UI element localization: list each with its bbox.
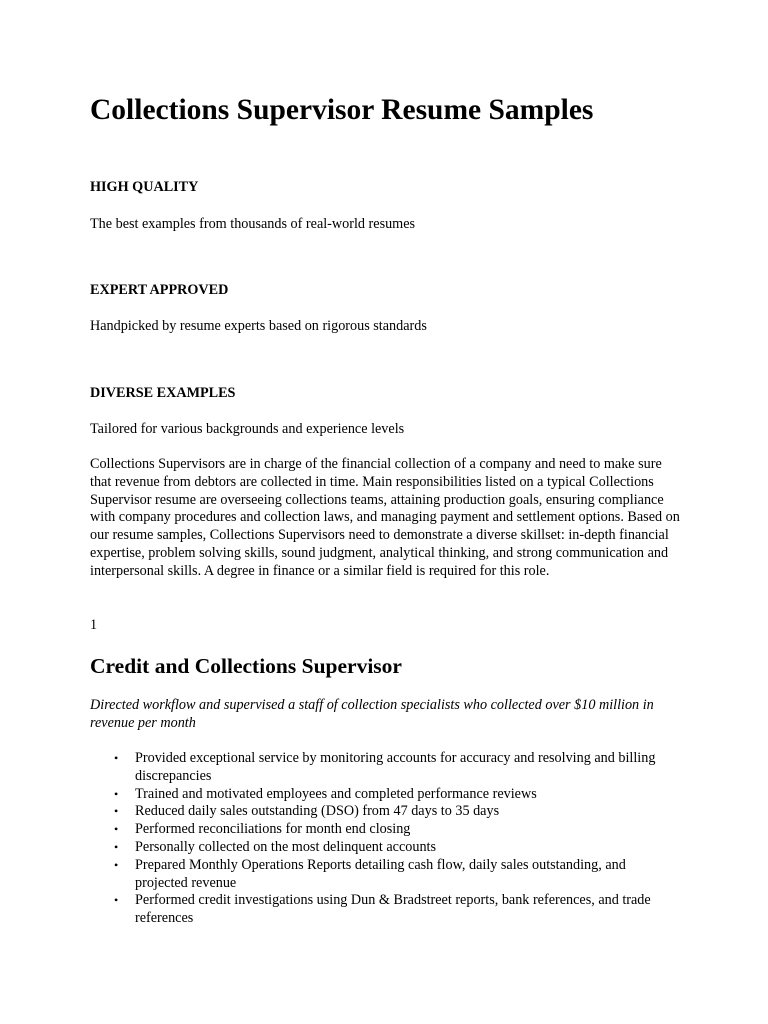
intro-paragraph: Collections Supervisors are in charge of the financial collection of a company and need to make sure that revenue from debtors are collected in time. Main responsibilities listed on a typical Collections Supervisor resume are overseeing collections teams, attaining production goals, ensuring compliance with company procedures and collection laws, and managing payment and settlement options. Based on our resume samples, Collections Supervisors need to demonstrate a diverse skillset: in-depth financial expertise, problem solving skills, sound judgment, analytical thinking, and strong communication and interpersonal skills. A degree in finance or a similar field is required for this role. [90,456,680,579]
feature-heading-diverse-examples: DIVERSE EXAMPLES [90,385,236,401]
list-item-text: Personally collected on the most delinquent accounts [135,838,437,855]
list-item [90,803,670,821]
feature-text-expert-approved: Handpicked by resume experts based on rigorous standards [90,318,427,334]
page-title: Collections Supervisor Resume Samples [90,94,594,126]
feature-heading-high-quality: HIGH QUALITY [90,179,199,195]
sample-job-title: Credit and Collections Supervisor [90,654,402,678]
sample-summary: Directed workflow and supervised a staff of collection specialists who collected over $10 million in revenue per month [90,697,654,731]
bullet-icon: • [114,857,119,872]
list-item [90,821,670,839]
sample-number: 1 [90,617,98,633]
bullet-icon: • [114,839,119,854]
bullet-icon: • [114,804,119,819]
list-item [90,857,670,893]
bullet-icon: • [114,751,119,765]
list-item [90,750,670,786]
feature-text-high-quality: The best examples from thousands of real-world resumes [90,216,416,232]
bullet-icon: • [114,893,119,908]
responsibility-list [90,750,670,928]
bullet-icon: • [114,822,119,837]
list-item [90,786,670,804]
feature-text-diverse-examples: Tailored for various backgrounds and experience levels [90,421,405,437]
list-item [90,892,670,928]
list-item-text: Provided exceptional service by monitoring accounts for accuracy and resolving and billing discrepancies [135,750,656,784]
list-item-text: Performed reconciliations for month end closing [135,821,411,838]
list-item-text: Reduced daily sales outstanding (DSO) from 47 days to 35 days [135,803,500,820]
list-item [90,839,670,857]
list-item-text: Performed credit investigations using Dun & Bradstreet reports, bank references, and trade references [135,892,651,927]
list-item-text: Trained and motivated employees and completed performance reviews [135,785,537,802]
list-item-text: Prepared Monthly Operations Reports detailing cash flow, daily sales outstanding, and projected revenue [135,856,626,891]
feature-heading-expert-approved: EXPERT APPROVED [90,282,229,298]
bullet-icon: • [114,786,119,801]
